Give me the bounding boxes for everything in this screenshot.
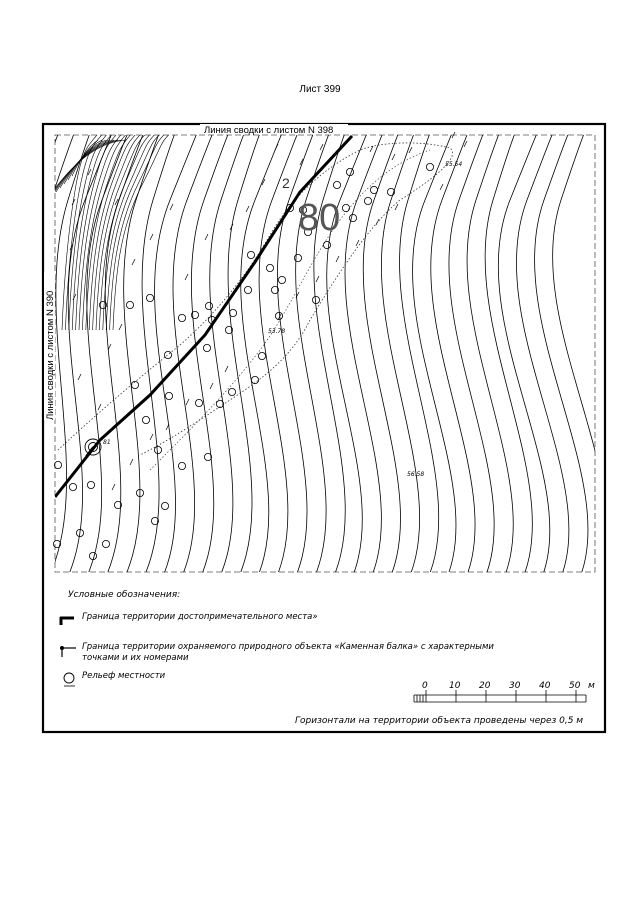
- relief-marker: [178, 314, 185, 321]
- hatch-mark: [186, 399, 189, 405]
- hatch-mark: [78, 374, 81, 380]
- hatch-mark: [225, 366, 228, 372]
- contour-line: [381, 110, 426, 600]
- ravine-contours: [44, 130, 174, 330]
- relief-marker: [333, 181, 340, 188]
- scale-tick-label: 30: [509, 681, 521, 691]
- hatch-mark: [112, 484, 115, 490]
- relief-marker: [53, 540, 60, 547]
- hatch-mark: [409, 147, 412, 153]
- ravine-contour: [96, 130, 149, 330]
- elevation-label: 53.78: [268, 328, 286, 335]
- contour-line: [485, 110, 532, 600]
- sheet-title: Лист 399: [299, 84, 341, 95]
- hatch-mark: [73, 294, 76, 300]
- scale-tick-label: 10: [449, 681, 461, 691]
- scale-tick-label: 40: [539, 681, 551, 691]
- hatch-mark: [336, 256, 339, 262]
- legend-line-1: Граница территории охраняемого природного объекта «Каменная балка» с характерными: [82, 642, 494, 652]
- contour-line: [498, 110, 550, 600]
- top-edge-label: Линия сводки с листом N 398: [204, 125, 334, 136]
- legend-item-protected-object: [82, 642, 494, 664]
- relief-marker: [349, 214, 356, 221]
- contour-line: [516, 110, 568, 600]
- legend-item-landmark: Граница территории достопримечательного места»: [82, 612, 318, 622]
- relief-marker: [364, 197, 371, 204]
- legend-item-relief: Рельеф местности: [82, 671, 166, 681]
- relief-marker: [204, 453, 211, 460]
- ravine-contour: [113, 130, 174, 330]
- relief-marker: [258, 352, 265, 359]
- contour-line: [0, 110, 36, 600]
- left-edge-label: Линия сводки с листом N 390: [45, 290, 56, 420]
- contour-line: [431, 110, 477, 600]
- relief-marker: [266, 264, 273, 271]
- relief-marker: [126, 301, 133, 308]
- relief-marker: [228, 388, 235, 395]
- hatch-mark: [185, 274, 188, 280]
- relief-marker: [87, 481, 94, 488]
- relief-marker: [164, 351, 171, 358]
- relief-marker: [146, 294, 153, 301]
- relief-marker: [102, 540, 109, 547]
- elevation-label: 56.58: [407, 471, 425, 478]
- hatch-mark: [210, 383, 213, 389]
- ravine-contour: [44, 140, 126, 204]
- relief-marker: [426, 163, 433, 170]
- contour-line: [345, 110, 392, 600]
- relief-marker: [294, 254, 301, 261]
- relief-marker: [142, 416, 149, 423]
- legend-line-2: точками и их номерами: [82, 653, 189, 663]
- contour-line: [55, 110, 121, 600]
- relief-marker: [244, 286, 251, 293]
- contour-line: [399, 110, 443, 600]
- hatch-mark: [205, 234, 208, 240]
- relief-marker: [69, 483, 76, 490]
- hatch-mark: [150, 234, 153, 240]
- hatch-mark: [395, 204, 398, 210]
- relief-marker: [161, 502, 168, 509]
- relief-marker: [178, 462, 185, 469]
- hatch-mark: [356, 240, 359, 246]
- scale-tick-label: 0: [422, 681, 428, 691]
- area-number: 80: [298, 197, 341, 239]
- point-number-2: 2: [282, 175, 290, 191]
- hatch-mark: [150, 434, 153, 440]
- relief-marker: [370, 186, 377, 193]
- relief-marker: [154, 446, 161, 453]
- hatch-mark: [376, 219, 379, 225]
- contour-line: [535, 110, 588, 600]
- relief-marker: [131, 381, 138, 388]
- legend-title: Условные обозначения:: [68, 590, 181, 600]
- contour-line: [314, 110, 358, 600]
- ravine-contour: [69, 130, 110, 330]
- relief-marker: [195, 399, 202, 406]
- relief-marker: [229, 309, 236, 316]
- hatch-mark: [132, 259, 135, 265]
- relief-marker: [278, 276, 285, 283]
- relief-marker: [54, 461, 61, 468]
- hatch-mark: [440, 184, 443, 190]
- scale-tick-label: 50: [569, 681, 581, 691]
- scale-tick-label: 20: [479, 681, 491, 691]
- relief-marker: [205, 302, 212, 309]
- contour-line: [207, 110, 256, 600]
- contour-line: [363, 110, 409, 600]
- relief-marker: [165, 392, 172, 399]
- relief-circle-icon: [64, 673, 75, 686]
- bold-boundary-icon: [60, 617, 74, 625]
- relief-marker: [323, 241, 330, 248]
- relief-marker: [251, 376, 258, 383]
- hatch-mark: [320, 144, 323, 150]
- elevation-label: 55.54: [445, 161, 463, 168]
- contour-line: [93, 110, 154, 600]
- hatch-marks: [70, 132, 467, 490]
- hatch-mark: [275, 144, 278, 150]
- thin-boundary-icon: [60, 646, 76, 657]
- ravine-contour: [110, 130, 169, 330]
- contour-line: [188, 110, 239, 600]
- contour-line: [296, 110, 341, 600]
- hatch-mark: [170, 204, 173, 210]
- scale-unit: м: [588, 681, 595, 691]
- scale-bar: [414, 690, 586, 702]
- hatch-mark: [98, 404, 101, 410]
- relief-marker: [203, 344, 210, 351]
- hatch-mark: [130, 459, 133, 465]
- hatch-mark: [392, 154, 395, 160]
- point-number-81: 81: [103, 439, 111, 446]
- hatch-mark: [316, 276, 319, 282]
- hatch-mark: [246, 206, 249, 212]
- ravine-contour: [93, 130, 145, 330]
- hatch-mark: [119, 324, 122, 330]
- contour-line: [467, 110, 513, 600]
- relief-marker: [247, 251, 254, 258]
- contour-line: [553, 110, 608, 600]
- relief-marker: [342, 204, 349, 211]
- contour-interval-note: Горизонтали на территории объекта проведены через 0,5 м: [295, 716, 584, 726]
- contour-lines: [0, 110, 607, 600]
- relief-marker: [89, 552, 96, 559]
